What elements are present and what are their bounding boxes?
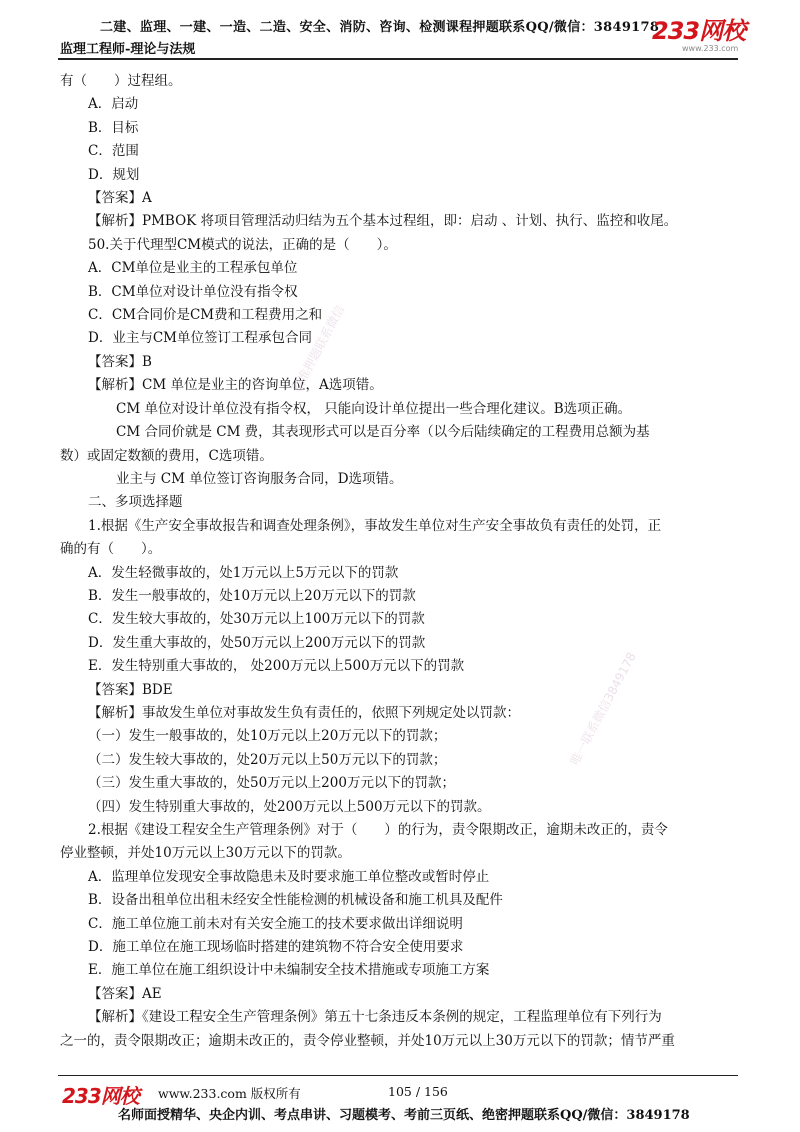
explanation: 【解析】CM 单位是业主的咨询单位，A选项错。	[88, 377, 383, 394]
footer-promo: 名师面授精华、央企内训、考点串讲、习题模考、考前三页纸、绝密押题联系QQ/微信：3849178	[118, 1108, 690, 1123]
page-number: 105 / 156	[388, 1084, 448, 1099]
brand-logo-text: 233网校	[652, 17, 746, 45]
multi-question-2: 2.根据《建设工程安全生产管理条例》对于（ ）的行为，责令限期改正，逾期未改正的，责令	[88, 822, 668, 838]
header-promo: 二建、监理、一建、一造、二造、安全、消防、咨询、检测课程押题联系QQ/微信：3849178	[100, 20, 660, 35]
explanation: 【解析】《建设工程安全生产管理条例》第五十七条违反本条例的规定，工程监理单位有下列行为	[88, 1009, 662, 1026]
watermark-text-2: 唯一联系微信3849178	[567, 650, 639, 768]
multi-question-1: 1.根据《生产安全事故报告和调查处理条例》，事故发生单位对生产安全事故负有责任的处罚，正	[88, 517, 662, 534]
option-e: E．发生特别重大事故的， 处200万元以上500万元以下的罚款	[88, 658, 465, 675]
section-heading: 二、多项选择题	[88, 494, 183, 511]
explanation: 【解析】事故发生单位对事故发生负有责任的，依照下列规定处以罚款：	[88, 704, 520, 721]
option-a: A．CM单位是业主的工程承包单位	[88, 260, 298, 277]
explanation-item: （一）发生一般事故的，处10万元以上20万元以下的罚款；	[88, 728, 447, 745]
explanation-line: CM 合同价就是 CM 费，其表现形式可以是百分率（以今后陆续确定的工程费用总额为基	[116, 424, 650, 441]
option-b: B．发生一般事故的，处10万元以上20万元以下的罚款	[88, 587, 416, 604]
option-b: B．目标	[88, 119, 139, 136]
explanation-line: 业主与 CM 单位签订咨询服务合同，D选项错。	[116, 470, 403, 487]
explanation: 【解析】PMBOK 将项目管理活动归结为五个基本过程组，即：启动 、计划、执行、监控和收尾。	[88, 213, 678, 230]
watermark-text-1: 精准押题联系微信	[289, 303, 348, 395]
answer: 【答案】A	[88, 190, 152, 207]
option-c: C．施工单位施工前未对有关安全施工的技术要求做出详细说明	[88, 915, 463, 932]
explanation-line: 数）或固定数额的费用，C选项错。	[60, 447, 273, 464]
multi-question-1-cont: 确的有（ ）。	[60, 541, 162, 558]
option-d: D．施工单位在施工现场临时搭建的建筑物不符合安全使用要求	[88, 939, 464, 956]
option-a: A．监理单位发现安全事故隐患未及时要求施工单位整改或暂时停止	[88, 868, 490, 885]
footer-logo: 233网校	[62, 1084, 139, 1108]
option-b: B．设备出租单位出租未经安全性能检测的机械设备和施工机具及配件	[88, 892, 503, 909]
explanation-item: （四）发生特别重大事故的，处200万元以上500万元以下的罚款。	[88, 798, 491, 815]
option-e: E．施工单位在施工组织设计中未编制安全技术措施或专项施工方案	[88, 962, 490, 979]
answer: 【答案】B	[88, 353, 152, 370]
option-c: C．CM合同价是CM费和工程费用之和	[88, 307, 323, 324]
explanation-item: （三）发生重大事故的，处50万元以上200万元以下的罚款；	[88, 775, 455, 792]
footer-copyright: www.233.com 版权所有	[158, 1086, 301, 1101]
explanation-line: CM 单位对设计单位没有指令权， 只能向设计单位提出一些合理化建议。B选项正确。	[116, 400, 632, 417]
brand-logo-url: www.233.com	[682, 44, 739, 53]
explanation-line: 之一的，责令限期改正；逾期未改正的，责令停业整顿，并处10万元以上30万元以下的罚款；情节严重	[60, 1032, 675, 1049]
brand-logo	[652, 18, 762, 54]
multi-question-2-cont: 停业整顿，并处10万元以上30万元以下的罚款。	[60, 845, 351, 862]
question-50: 50.关于代理型CM模式的说法，正确的是（ ）。	[88, 236, 397, 253]
header-divider	[58, 58, 738, 60]
option-c: C．发生较大事故的，处30万元以上100万元以下的罚款	[88, 611, 425, 628]
option-d: D．发生重大事故的，处50万元以上200万元以下的罚款	[88, 634, 426, 651]
option-a: A．发生轻微事故的，处1万元以上5万元以下的罚款	[88, 564, 399, 581]
option-b: B．CM单位对设计单位没有指令权	[88, 283, 298, 300]
option-a: A．启动	[88, 96, 139, 113]
explanation-item: （二）发生较大事故的，处20万元以上50万元以下的罚款；	[88, 751, 447, 768]
question-49-tail: 有（ ）过程组。	[60, 73, 182, 89]
header-course-title: 监理工程师-理论与法规	[60, 42, 196, 57]
answer: 【答案】AE	[88, 985, 162, 1002]
document-body	[60, 70, 740, 1053]
footer-divider	[58, 1075, 738, 1076]
option-d: D．业主与CM单位签订工程承包合同	[88, 330, 312, 347]
answer: 【答案】BDE	[88, 681, 173, 698]
option-d: D．规划	[88, 166, 140, 183]
option-c: C．范围	[88, 143, 139, 160]
